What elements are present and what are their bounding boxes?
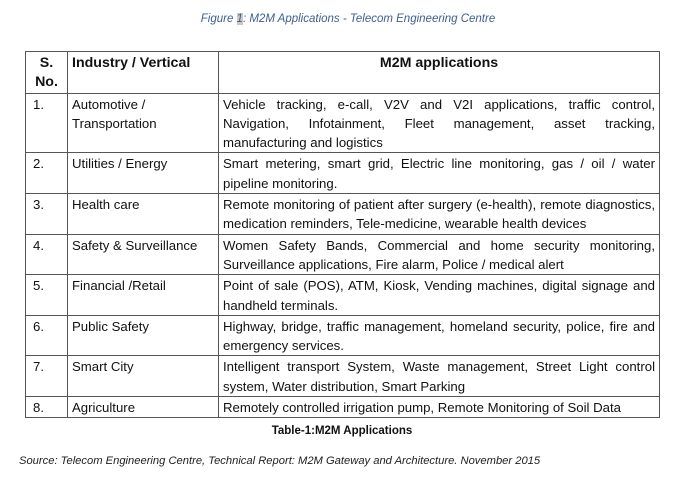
row-industry: Safety & Surveillance — [68, 234, 219, 275]
row-applications: Remote monitoring of patient after surgery (e-health), remote diagnostics, medication reminders, Tele-medicine, wearable health devices — [219, 194, 660, 235]
table-row — [26, 194, 660, 235]
table-caption: Table-1:M2M Applications — [271, 425, 413, 437]
figure-title-prefix: Figure — [200, 13, 237, 25]
figure-title — [0, 13, 696, 25]
row-sno: 3. — [26, 194, 68, 235]
table-row — [26, 315, 660, 356]
table-row — [26, 153, 660, 194]
row-applications: Intelligent transport System, Waste management, Street Light control system, Water distribution, Smart Parking — [219, 356, 660, 397]
row-sno: 1. — [26, 93, 68, 153]
table-row — [26, 234, 660, 275]
row-applications: Remotely controlled irrigation pump, Remote Monitoring of Soil Data — [219, 397, 660, 418]
table-row — [26, 93, 660, 153]
row-applications: Smart metering, smart grid, Electric line monitoring, gas / oil / water pipeline monitoring. — [219, 153, 660, 194]
figure-title-suffix: : M2M Applications - Telecom Engineering Centre — [242, 13, 496, 25]
row-industry: Utilities / Energy — [68, 153, 219, 194]
row-industry: Health care — [68, 194, 219, 235]
row-industry: Financial /Retail — [68, 275, 219, 316]
row-industry: Agriculture — [68, 397, 219, 418]
row-applications: Highway, bridge, traffic management, homeland security, police, fire and emergency services. — [219, 315, 660, 356]
row-applications: Point of sale (POS), ATM, Kiosk, Vending machines, digital signage and handheld terminals. — [219, 275, 660, 316]
table-row — [26, 275, 660, 316]
header-sno: S. No. — [26, 52, 68, 94]
row-applications: Women Safety Bands, Commercial and home security monitoring, Surveillance applications, Fire alarm, Police / medical alert — [219, 234, 660, 275]
header-applications: M2M applications — [219, 52, 660, 94]
row-sno: 4. — [26, 234, 68, 275]
m2m-applications-table — [25, 51, 660, 418]
row-industry: Automotive / Transportation — [68, 93, 219, 153]
table-header-row — [26, 52, 660, 94]
row-sno: 8. — [26, 397, 68, 418]
table-row — [26, 397, 660, 418]
header-industry: Industry / Vertical — [68, 52, 219, 94]
source-note: Source: Telecom Engineering Centre, Technical Report: M2M Gateway and Architecture. November 2015 — [19, 455, 541, 467]
row-sno: 5. — [26, 275, 68, 316]
figure-number: 1 — [236, 13, 243, 25]
row-sno: 2. — [26, 153, 68, 194]
row-industry: Public Safety — [68, 315, 219, 356]
table-body — [26, 93, 660, 418]
row-applications: Vehicle tracking, e-call, V2V and V2I applications, traffic control, Navigation, Infotainment, Fleet management, asset tracking, manufacturing and logistics — [219, 93, 660, 153]
row-sno: 7. — [26, 356, 68, 397]
table-row — [26, 356, 660, 397]
row-sno: 6. — [26, 315, 68, 356]
row-industry: Smart City — [68, 356, 219, 397]
